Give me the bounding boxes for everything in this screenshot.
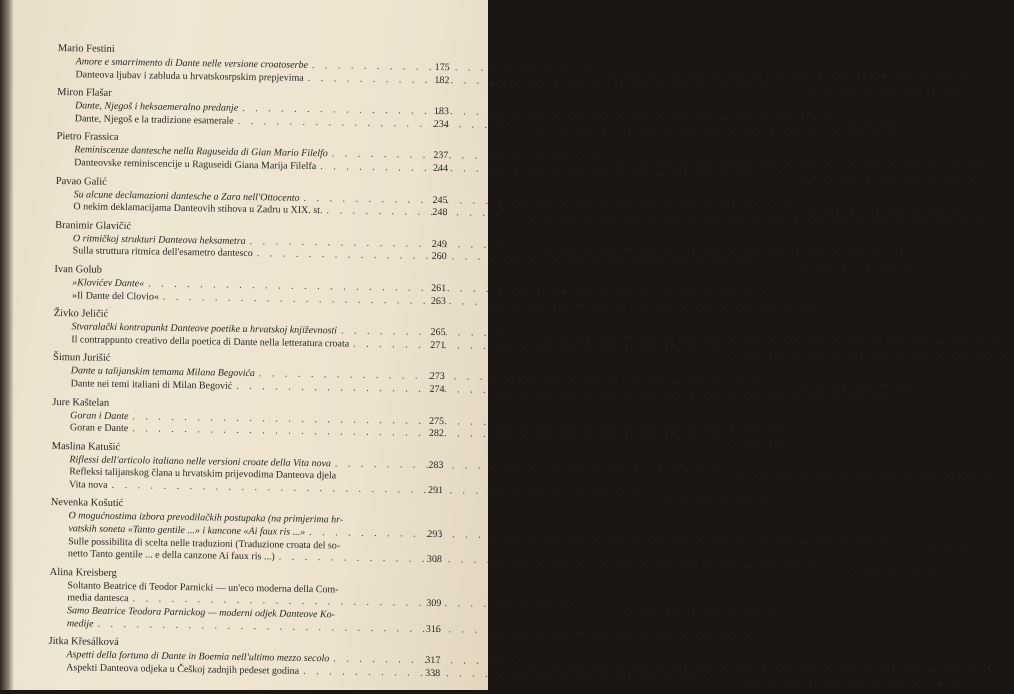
- article-title: Riflessi dell'articolo italiano nelle versioni croate della Vita nova: [69, 453, 332, 470]
- page-number: 309: [426, 598, 442, 610]
- page-number: 263: [430, 295, 447, 307]
- article-title: Soltanto Beatrice di Teodor Parnicki — un'eco moderna della Com-: [67, 580, 339, 596]
- page-number: 282: [428, 427, 444, 440]
- leader-dots: [353, 338, 419, 352]
- article-title: Refleksi talijanskog člana u hrvatskim prijevodima Danteova djela: [69, 466, 337, 482]
- article-title: Dante, Njegoš i heksaemeralno predanje: [74, 100, 239, 115]
- leader-dots: [257, 248, 421, 263]
- leader-dots: [163, 291, 420, 308]
- page-number: 249: [431, 238, 447, 250]
- author-name: Miron Flašar: [57, 87, 112, 100]
- article-title: Dante, Njegoš e la tradizione esamerale: [74, 113, 234, 127]
- article-title: Su alcune declamazioni dantesche a Zara nell'Ottocento: [73, 188, 300, 204]
- article-title-continuation: netto Tanto gentile ... e della canzone Ai faux ris ...): [67, 548, 275, 563]
- page-number: 244: [432, 162, 449, 175]
- page-number: 271: [430, 339, 446, 351]
- toc-entry: [48, 635, 441, 680]
- leader-dots: [320, 161, 422, 175]
- article-title: Aspekti Danteova odjeka u Češkoj zadnjih pedeset godina: [66, 662, 300, 677]
- page-number: 182: [434, 74, 450, 86]
- article-title: Goran e Dante: [69, 422, 129, 435]
- page-number: 308: [426, 554, 442, 566]
- toc-entry: [53, 307, 446, 352]
- page-number: 260: [431, 251, 447, 263]
- article-title: Samo Beatrice Teodora Parnickog — moderni odjek Danteove Ko-: [66, 605, 336, 621]
- article-title: Dante nei temi italiani di Milan Begović: [70, 378, 233, 392]
- toc-entry: [55, 175, 448, 220]
- table-of-contents: [48, 42, 450, 685]
- page-number: 261: [431, 282, 447, 295]
- leader-dots: [237, 116, 422, 132]
- author-name: Šimun Jurišić: [52, 352, 111, 365]
- article-title-continuation: vatskih soneta «Tanto gentile ...» i kancone «Ai faux ris ...»: [68, 523, 306, 539]
- page-number: 183: [433, 106, 450, 118]
- toc-entry: [55, 219, 448, 264]
- toc-entry: [53, 351, 446, 396]
- page-number: 245: [432, 194, 448, 206]
- page-number: 291: [427, 484, 444, 496]
- article-title: Amore e smarrimento di Dante nelle versione croatoserbe: [75, 56, 309, 71]
- article-title: Danteova ljubav i zabluda u hrvatskosrpskim prepjevima: [75, 68, 304, 84]
- article-title: »Il Dante del Clovio«: [71, 289, 160, 303]
- page-number: 283: [428, 459, 444, 471]
- article-title: Sulla struttura ritmica dell'esametro dantesco: [72, 245, 253, 260]
- toc-entry: [57, 42, 450, 87]
- leader-dots: [279, 552, 416, 567]
- leader-dots: [326, 205, 421, 219]
- article-title: Sulle possibilita di scelta nelle traduzioni (Traduzione croata del so-: [68, 535, 341, 552]
- author-name: Pietro Frassica: [56, 131, 119, 144]
- author-name: Branimir Glavičić: [55, 219, 132, 232]
- article-title: O ritmičkoj strukturi Danteova heksametra: [72, 233, 246, 247]
- page-number: 274: [429, 383, 445, 396]
- article-title: Dante u talijanskim temama Milana Begovića: [70, 365, 256, 380]
- page-number: 273: [429, 371, 445, 383]
- page-number: 175: [434, 61, 450, 74]
- author-name: Alina Kreisberg: [49, 566, 117, 579]
- article-title: Il contrappunto creativo della poetica di Dante nella letteratura croata: [71, 333, 350, 350]
- leader-dots: [308, 73, 424, 87]
- leader-dots: [333, 654, 414, 668]
- page-number: 234: [433, 118, 449, 130]
- page-number: 293: [427, 528, 443, 541]
- author-name: Živko Jeličić: [53, 308, 109, 320]
- leader-dots: [236, 381, 419, 396]
- leader-dots: [341, 326, 420, 340]
- author-name: Ivan Golub: [54, 263, 103, 276]
- author-name: Nevenka Košutić: [50, 497, 124, 510]
- page-gutter-shadow: [0, 0, 14, 690]
- page-number: 275: [429, 415, 445, 427]
- toc-entry: [50, 496, 443, 567]
- author-name: Maslina Katušić: [51, 440, 121, 453]
- article-title: Aspetti della fortuna di Dante in Boemia nell'ultimo mezzo secolo: [66, 649, 330, 665]
- article-title: Reminiscenze dantesche nella Raguseida di Gian Mario Filelfo: [74, 144, 328, 160]
- article-title: Goran i Dante: [70, 409, 129, 422]
- article-title: O nekim deklamacijama Danteovih stihova u Zadru u XIX. st.: [73, 201, 323, 217]
- author-name: Jitka Křesálková: [48, 636, 119, 649]
- author-name: Pavao Galić: [55, 175, 107, 188]
- author-name: Jure Kaštelan: [52, 396, 110, 409]
- page-number: 248: [432, 207, 448, 219]
- toc-entry: [52, 395, 445, 440]
- toc-entry: [51, 440, 444, 498]
- article-title: »Klovićev Dante«: [72, 277, 145, 290]
- book-page: [0, 0, 488, 690]
- page-number: 317: [425, 655, 441, 667]
- page-number: 265: [430, 327, 446, 339]
- toc-entry: [56, 130, 449, 175]
- toc-entry: [54, 263, 447, 308]
- page-number: 237: [433, 150, 449, 162]
- article-title-continuation: Vita nova: [68, 479, 108, 491]
- article-title-continuation: media dantesca: [67, 592, 129, 605]
- author-name: Mario Festini: [57, 42, 115, 55]
- article-title: Stvaralački kontrapunkt Danteove poetike u hrvatskoj književnosti: [71, 321, 338, 337]
- article-title: O mogućnostima izbora prevodilačkih postupaka (na primjerima hr-: [68, 510, 344, 527]
- leader-dots: [303, 666, 414, 680]
- article-title-continuation: medije: [66, 617, 94, 630]
- page-number: 316: [425, 623, 441, 635]
- page-number: 338: [425, 667, 441, 679]
- toc-entry: [57, 86, 450, 131]
- article-title: Danteovske reminiscencije u Raguseidi Giana Marija Filelfa: [74, 157, 317, 173]
- toc-entry: [49, 566, 442, 637]
